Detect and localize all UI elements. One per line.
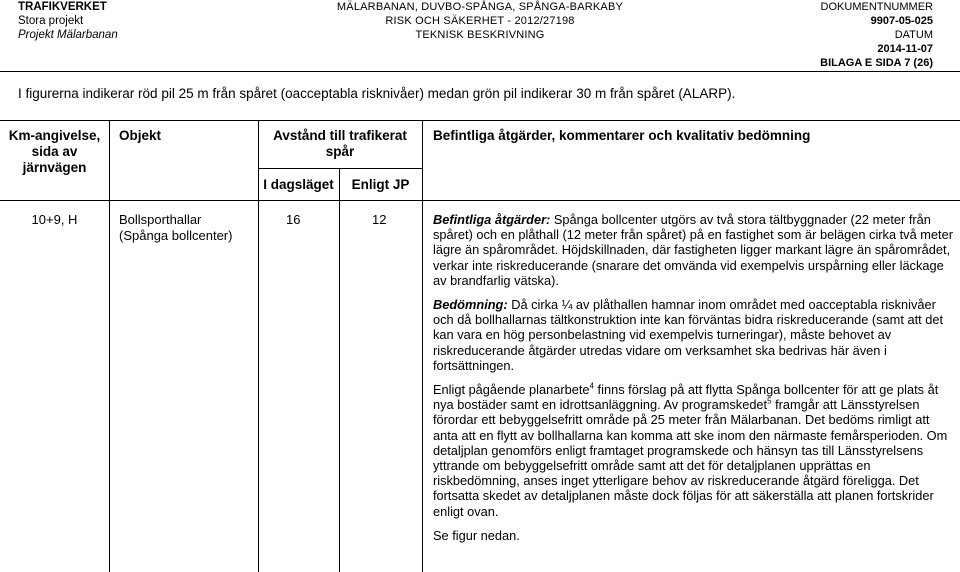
intro-text: I figurerna indikerar röd pil 25 m från spåret (oacceptabla risknivåer) medan grön pil indikerar 30 m från spåret (ALARP). <box>18 86 736 101</box>
footnote-ref-5: 5 <box>767 396 772 406</box>
row-assessment <box>433 212 953 552</box>
doc-number-label: DOKUMENTNUMMER <box>820 1 933 13</box>
col-divider-1 <box>109 120 110 572</box>
header-current: I dagsläget <box>263 177 334 192</box>
table-top-border <box>0 120 960 121</box>
see-figure-note: Se figur nedan. <box>433 527 520 543</box>
header-km: Km-angivelse, sida av järnvägen <box>8 128 101 175</box>
existing-measures-paragraph: Befintliga åtgärder: Spånga bollcenter utgörs av två stora tältbyggnader (22 meter från spåret) och en plåthall (12 meter från spåret) på en fastighet som är belägen cirka två meter lägre än spårområdet. Höjdskillnaden, där fastigheten ligger markant lägre än spårområdet, verkar inte riskreducerande (snarare det omvända vid exempelvis urspårning eller läckage av brandfarlig vätska). <box>433 212 953 288</box>
header-title-line1: MÄLARBANAN, DUVBO-SPÅNGA, SPÅNGA-BARKABY <box>336 1 624 13</box>
row-distance-jp: 12 <box>372 212 387 227</box>
doc-number: 9907-05-025 <box>870 15 933 27</box>
header-center <box>0 0 960 42</box>
assessment-paragraph: Bedömning: Då cirka ¼ av plåthallen hamnar inom området med oacceptabla risknivåer och då bollhallarnas tältkonstruktion inte kan förväntas bidra riskreducerande (samt att det kan vara en hög personbelastning vid exempelvis turneringar), måste behovet av riskreducerande åtgärder utredas vidare om verksamhet ska bedrivas här även i fortsättningen. <box>433 297 944 373</box>
header-divider <box>0 71 960 72</box>
org-name: TRAFIKVERKET <box>18 1 107 13</box>
header-jp: Enligt JP <box>351 177 410 192</box>
header-title-line2: RISK OCH SÄKERHET - 2012/27198 <box>385 15 575 27</box>
document-header <box>0 0 960 72</box>
col-divider-4 <box>422 120 423 572</box>
header-title-line3: TEKNISK BESKRIVNING <box>415 29 545 41</box>
header-object: Objekt <box>119 128 162 143</box>
appendix-page: BILAGA E SIDA 7 (26) <box>820 57 933 69</box>
row-km: 10+9, H <box>31 212 78 227</box>
col-divider-3 <box>339 168 340 572</box>
row-distance-current: 16 <box>286 212 301 227</box>
subproject-name: Projekt Mälarbanan <box>18 29 118 41</box>
date-value: 2014-11-07 <box>877 43 933 55</box>
planning-paragraph: Enligt pågående planarbete$^4$ finns förslag på att flytta Spånga bollcenter för att ge plats åt nya bostäder samt en idrottsanläggning. Av programskedet$^5$ framgår att Länsstyrelsen förordar ett bebyggelsefritt område på 25 meter från Mälarbanan. Det bedöms rimligt att anta att en flytt av bollhallarna kan komma att ske inom den närmaste femårsperioden. Om detaljplan genomförs enligt framtaget programskede och hänsyn tas till Länsstyrelsens yttrande om bebyggelsefritt område samt att det för detaljplanen upprättas en riskbedömning, anses inget ytterligare behov av riskreducerande åtgärd föreligga. Det fortsatta skedet av detaljplanen måste dock följas för att säkerställa att planen fortskrider enligt ovan. <box>433 381 948 519</box>
project-name: Stora projekt <box>18 15 84 27</box>
date-label: DATUM <box>894 29 933 41</box>
subheader-divider <box>258 168 422 169</box>
header-measures: Befintliga åtgärder, kommentarer och kvalitativ bedömning <box>433 128 811 143</box>
header-distance: Avstånd till trafikerat spår <box>273 128 407 159</box>
row-object: Bollsporthallar (Spånga bollcenter) <box>119 212 233 243</box>
header-bottom-border <box>0 200 960 201</box>
footnote-ref-4: 4 <box>589 381 594 391</box>
header-right <box>820 0 933 70</box>
